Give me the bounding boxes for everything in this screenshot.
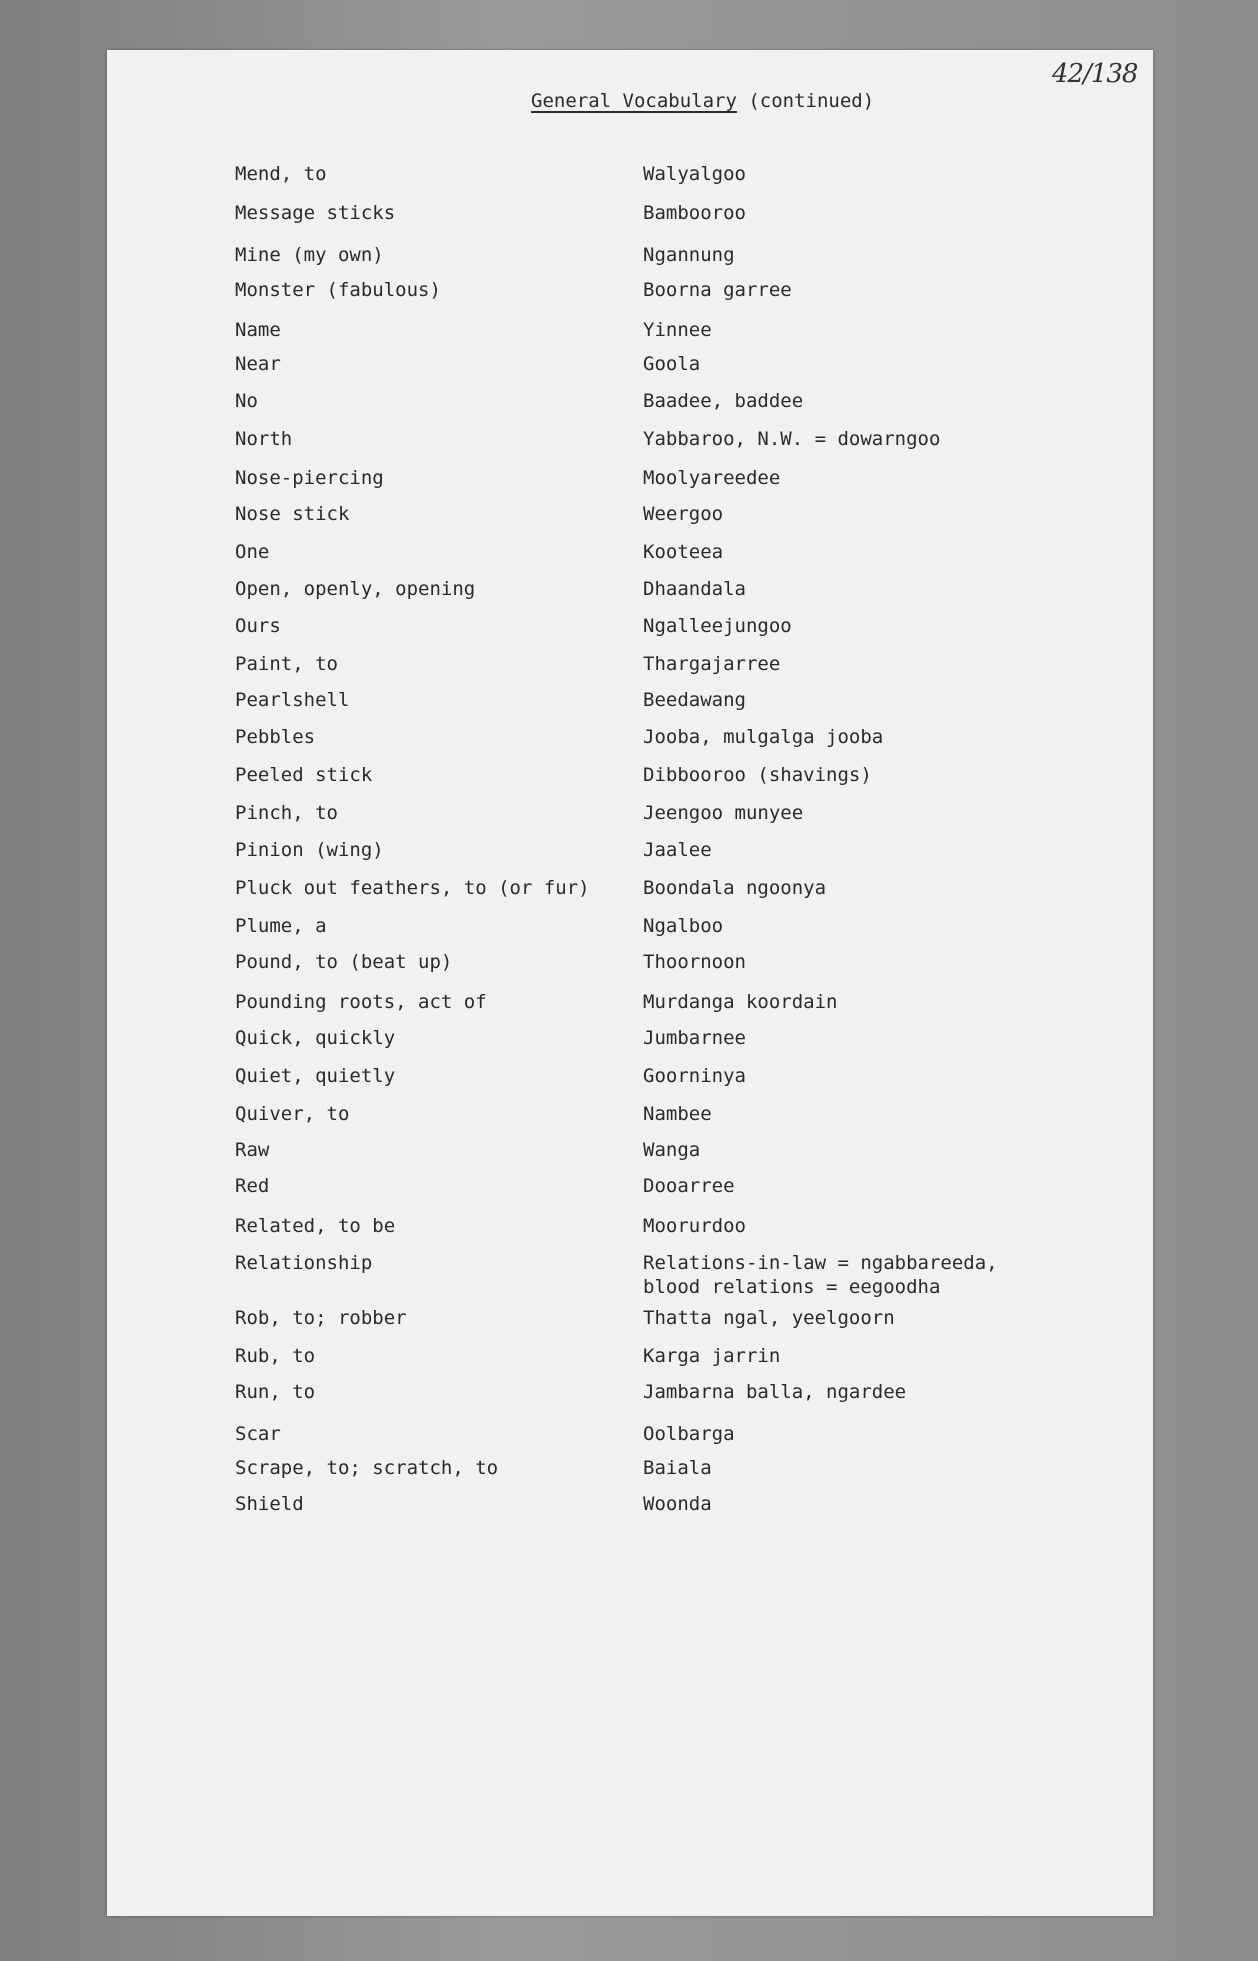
entry-term: Pound, to (beat up) — [235, 951, 453, 973]
entry-translation — [643, 502, 723, 526]
entry-term: Pinch, to — [235, 802, 338, 824]
translation-line: Thoornoon — [643, 951, 746, 973]
entry-translation — [643, 1174, 735, 1198]
translation-line: Jumbarnee — [643, 1027, 746, 1049]
document-page — [107, 50, 1153, 1916]
translation-line: Dooarree — [643, 1175, 735, 1197]
vocabulary-entry — [107, 1492, 1153, 1538]
entry-term: Ours — [235, 615, 281, 637]
translation-line: Moorurdoo — [643, 1215, 746, 1237]
entry-term: Quick, quickly — [235, 1027, 396, 1049]
entry-translation — [643, 1492, 712, 1516]
entry-term: Pearlshell — [235, 689, 350, 711]
entry-translation — [643, 950, 746, 974]
translation-line: Baiala — [643, 1457, 712, 1479]
entry-term: Message sticks — [235, 202, 396, 224]
entry-translation — [643, 466, 780, 490]
entry-translation — [643, 1251, 998, 1299]
entry-translation — [643, 540, 723, 564]
translation-line: Relations-in-law = ngabbareeda, — [643, 1252, 998, 1274]
entry-translation — [643, 201, 746, 225]
entry-term: Pounding roots, act of — [235, 991, 487, 1013]
translation-line: Woonda — [643, 1493, 712, 1515]
page-number: 42/138 — [1052, 59, 1138, 89]
entry-translation — [643, 725, 883, 749]
entry-term: Run, to — [235, 1381, 316, 1403]
entry-translation — [643, 763, 872, 787]
entry-term: Peeled stick — [235, 764, 373, 786]
translation-line: Jaalee — [643, 839, 712, 861]
entry-term: Nose-piercing — [235, 467, 384, 489]
entry-term: Red — [235, 1175, 270, 1197]
entry-translation — [643, 1138, 700, 1162]
translation-line: Nambee — [643, 1103, 712, 1125]
translation-line: Wanga — [643, 1139, 701, 1161]
entry-translation — [643, 278, 792, 302]
entry-translation — [643, 688, 746, 712]
entry-translation — [643, 1422, 735, 1446]
entry-term: Shield — [235, 1493, 304, 1515]
translation-line: Beedawang — [643, 689, 746, 711]
entry-term: Plume, a — [235, 915, 327, 937]
entry-term: Near — [235, 353, 281, 375]
entry-term: Relationship — [235, 1252, 373, 1274]
translation-line: Karga jarrin — [643, 1345, 781, 1367]
entry-translation — [643, 838, 712, 862]
entry-term: Scar — [235, 1423, 281, 1445]
entry-translation — [643, 1102, 712, 1126]
entry-translation — [643, 990, 837, 1014]
entry-translation — [643, 1306, 895, 1330]
entry-term: Pinion (wing) — [235, 839, 384, 861]
translation-line: Goorninya — [643, 1065, 746, 1087]
vocabulary-entry — [107, 201, 1153, 247]
entry-term: Quiver, to — [235, 1103, 350, 1125]
translation-line: Jooba, mulgalga jooba — [643, 726, 884, 748]
translation-line: Moolyareedee — [643, 467, 781, 489]
translation-line: Boondala ngoonya — [643, 877, 827, 899]
entry-translation — [643, 801, 803, 825]
translation-line: blood relations = eegoodha — [643, 1276, 941, 1298]
entry-translation — [643, 1344, 780, 1368]
entry-translation — [643, 1026, 746, 1050]
entry-translation — [643, 243, 735, 267]
translation-line: Jambarna balla, ngardee — [643, 1381, 907, 1403]
translation-line: Weergoo — [643, 503, 724, 525]
entry-translation — [643, 652, 780, 676]
translation-line: Dibbooroo (shavings) — [643, 764, 872, 786]
entry-translation — [643, 427, 940, 451]
translation-line: Baadee, baddee — [643, 390, 804, 412]
entry-translation — [643, 614, 792, 638]
entry-translation — [643, 162, 746, 186]
entry-term: Name — [235, 319, 281, 341]
entry-term: Rob, to; robber — [235, 1307, 407, 1329]
entry-translation — [643, 352, 700, 376]
entry-term: No — [235, 390, 258, 412]
entry-translation — [643, 1380, 906, 1404]
translation-line: Yabbaroo, N.W. = dowarngoo — [643, 428, 941, 450]
translation-line: Goola — [643, 353, 701, 375]
entry-translation — [643, 1214, 746, 1238]
translation-line: Yinnee — [643, 319, 712, 341]
entry-translation — [643, 1456, 712, 1480]
translation-line: Ngalboo — [643, 915, 724, 937]
entry-term: Scrape, to; scratch, to — [235, 1457, 499, 1479]
entry-translation — [643, 577, 746, 601]
translation-line: Dhaandala — [643, 578, 746, 600]
entry-term: North — [235, 428, 293, 450]
translation-line: Thatta ngal, yeelgoorn — [643, 1307, 895, 1329]
entry-translation — [643, 1064, 746, 1088]
entry-term: Nose stick — [235, 503, 350, 525]
entry-term: Monster (fabulous) — [235, 279, 441, 301]
entry-term: One — [235, 541, 270, 563]
entry-translation — [643, 389, 803, 413]
entry-term: Pluck out feathers, to (or fur) — [235, 877, 590, 899]
translation-line: Thargajarree — [643, 653, 781, 675]
translation-line: Bambooroo — [643, 202, 746, 224]
translation-line: Boorna garree — [643, 279, 792, 301]
translation-line: Oolbarga — [643, 1423, 735, 1445]
entry-term: Quiet, quietly — [235, 1065, 396, 1087]
translation-line: Ngannung — [643, 244, 735, 266]
page-title — [531, 90, 874, 112]
title-suffix: (continued) — [736, 90, 875, 112]
entry-translation — [643, 318, 712, 342]
entry-term: Rub, to — [235, 1345, 316, 1367]
entry-term: Open, openly, opening — [235, 578, 476, 600]
entry-term: Pebbles — [235, 726, 316, 748]
title-underlined: General Vocabulary — [531, 90, 737, 112]
entry-term: Mend, to — [235, 163, 327, 185]
vocabulary-entry — [107, 1380, 1153, 1426]
translation-line: Kooteea — [643, 541, 724, 563]
translation-line: Ngalleejungoo — [643, 615, 792, 637]
translation-line: Murdanga koordain — [643, 991, 838, 1013]
entry-translation — [643, 876, 826, 900]
vocabulary-entry — [107, 1251, 1153, 1297]
entry-term: Related, to be — [235, 1215, 396, 1237]
translation-line: Walyalgoo — [643, 163, 746, 185]
entry-term: Raw — [235, 1139, 270, 1161]
entry-translation — [643, 914, 723, 938]
entry-term: Mine (my own) — [235, 244, 384, 266]
entry-term: Paint, to — [235, 653, 338, 675]
translation-line: Jeengoo munyee — [643, 802, 804, 824]
